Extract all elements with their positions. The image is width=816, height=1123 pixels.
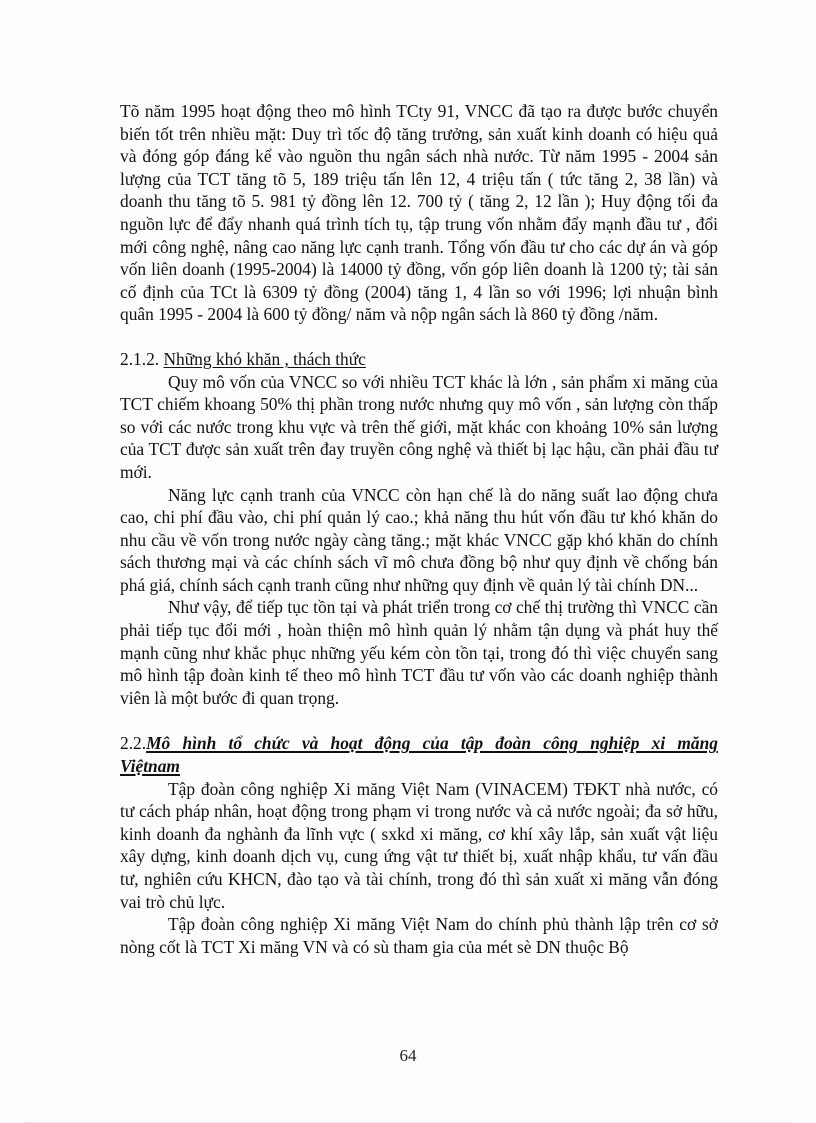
page-number: 64 (399, 1046, 417, 1065)
paragraph: Tập đoàn công nghiệp Xi măng Việt Nam do chính phủ thành lập trên cơ sở nòng cốt là TCT Xi măng VN và có sù tham gia của mét sè DN thuộc Bộ (120, 914, 718, 957)
paragraph: Tập đoàn công nghiệp Xi măng Việt Nam (VINACEM) TĐKT nhà nước, có tư cách pháp nhân, hoạt động trong phạm vi trong nước và cả nước ngoài; đa sở hữu, kinh doanh đa nghành đa lĩnh vực ( sxkd xi măng, cơ khí xây lắp, sản xuất vật liệu xây dựng, kinh doanh dịch vụ, cung ứng vật tư thiết bị, xuất nhập khẩu, tư vấn đầu tư, nghiên cứu KHCN, đào tạo và tài chính, trong đó thì sản xuất xi măng vẫn đóng vai trò chủ lực. (120, 778, 718, 912)
paragraph: Như vậy, để tiếp tục tồn tại và phát triển trong cơ chế thị trường thì VNCC cần phải tiếp tục đổi mới , hoàn thiện mô hình quản lý nhằm tận dụng và phát huy thế mạnh cũng như khắc phục những yếu kém còn tồn tại, trong đó thì việc chuyển sang mô hình tập đoàn kinh tế theo mô hình TCT đầu tư vốn vào các doanh nghiệp thành viên là một bước đi quan trọng. (120, 597, 718, 708)
section-heading-2-1-2 (120, 348, 718, 371)
paragraph: Năng lực cạnh tranh của VNCC còn hạn chế là do năng suất lao động chưa cao, chi phí đầu vào, chi phí quản lý cao.; khả năng thu hút vốn đầu tư khó khăn do nhu cầu về vốn trong nước ngày càng tăng.; mặt khác VNCC gặp khó khăn do chính sách thương mại và các chính sách vĩ mô chưa đồng bộ như quy định về chống bán phá giá, chính sách cạnh tranh cũng như những quy định về quản lý tài chính DN... (120, 484, 718, 595)
section-number: 2.1.2. (120, 348, 164, 369)
section-title: Những khó khăn , thách thức (163, 348, 366, 369)
intro-paragraph: Tõ năm 1995 hoạt động theo mô hình TCty 91, VNCC đã tạo ra được bước chuyển biến tốt trên nhiều mặt: Duy trì tốc độ tăng trưởng, sản xuất kinh doanh có hiệu quả và đóng góp đáng kể vào nguồn thu ngân sách nhà nước. Từ năm 1995 - 2004 sản lượng của TCT tăng tõ 5, 189 triệu tấn lên 12, 4 triệu tấn ( tức tăng 2, 38 lần) và doanh thu tăng tõ 5. 981 tỷ đồng lên 12. 700 tỷ ( tăng 2, 12 lần ); Huy động tối đa nguồn lực để đẩy nhanh quá trình tích tụ, tập trung vốn nhằm đẩy mạnh đầu tư , đổi mới công nghệ, nâng cao năng lực cạnh tranh. Tổng vốn đầu tư cho các dự án và góp vốn liên doanh (1995-2004) là 14000 tỷ đồng, vốn góp liên doanh là 1200 tỷ; tài sản cố định của TCt là 6309 tỷ đồng (2004) tăng 1, 4 lần so với 1996; lợi nhuận bình quân 1995 - 2004 là 600 tỷ đồng/ năm và nộp ngân sách là 860 tỷ đồng /năm. (120, 101, 718, 325)
section-heading-2-2 (120, 732, 718, 777)
section-title: Mô hình tổ chức và hoạt động của tập đoàn công nghiệp xi măng Việtnam (120, 733, 718, 777)
section-number: 2.2. (120, 733, 147, 754)
text-column (120, 100, 718, 958)
paragraph: Quy mô vốn của VNCC so với nhiều TCT khác là lớn , sản phẩm xi măng của TCT chiếm khoang 50% thị phần trong nước nhưng quy mô vốn , sản lượng còn thấp so với các nước trong khu vực và trên thế giới, mặt khác con khoảng 10% sản lượng của TCT được sản xuất trên đay truyền công nghệ và thiết bị lạc hậu, cần phải đầu tư mới. (120, 371, 718, 482)
